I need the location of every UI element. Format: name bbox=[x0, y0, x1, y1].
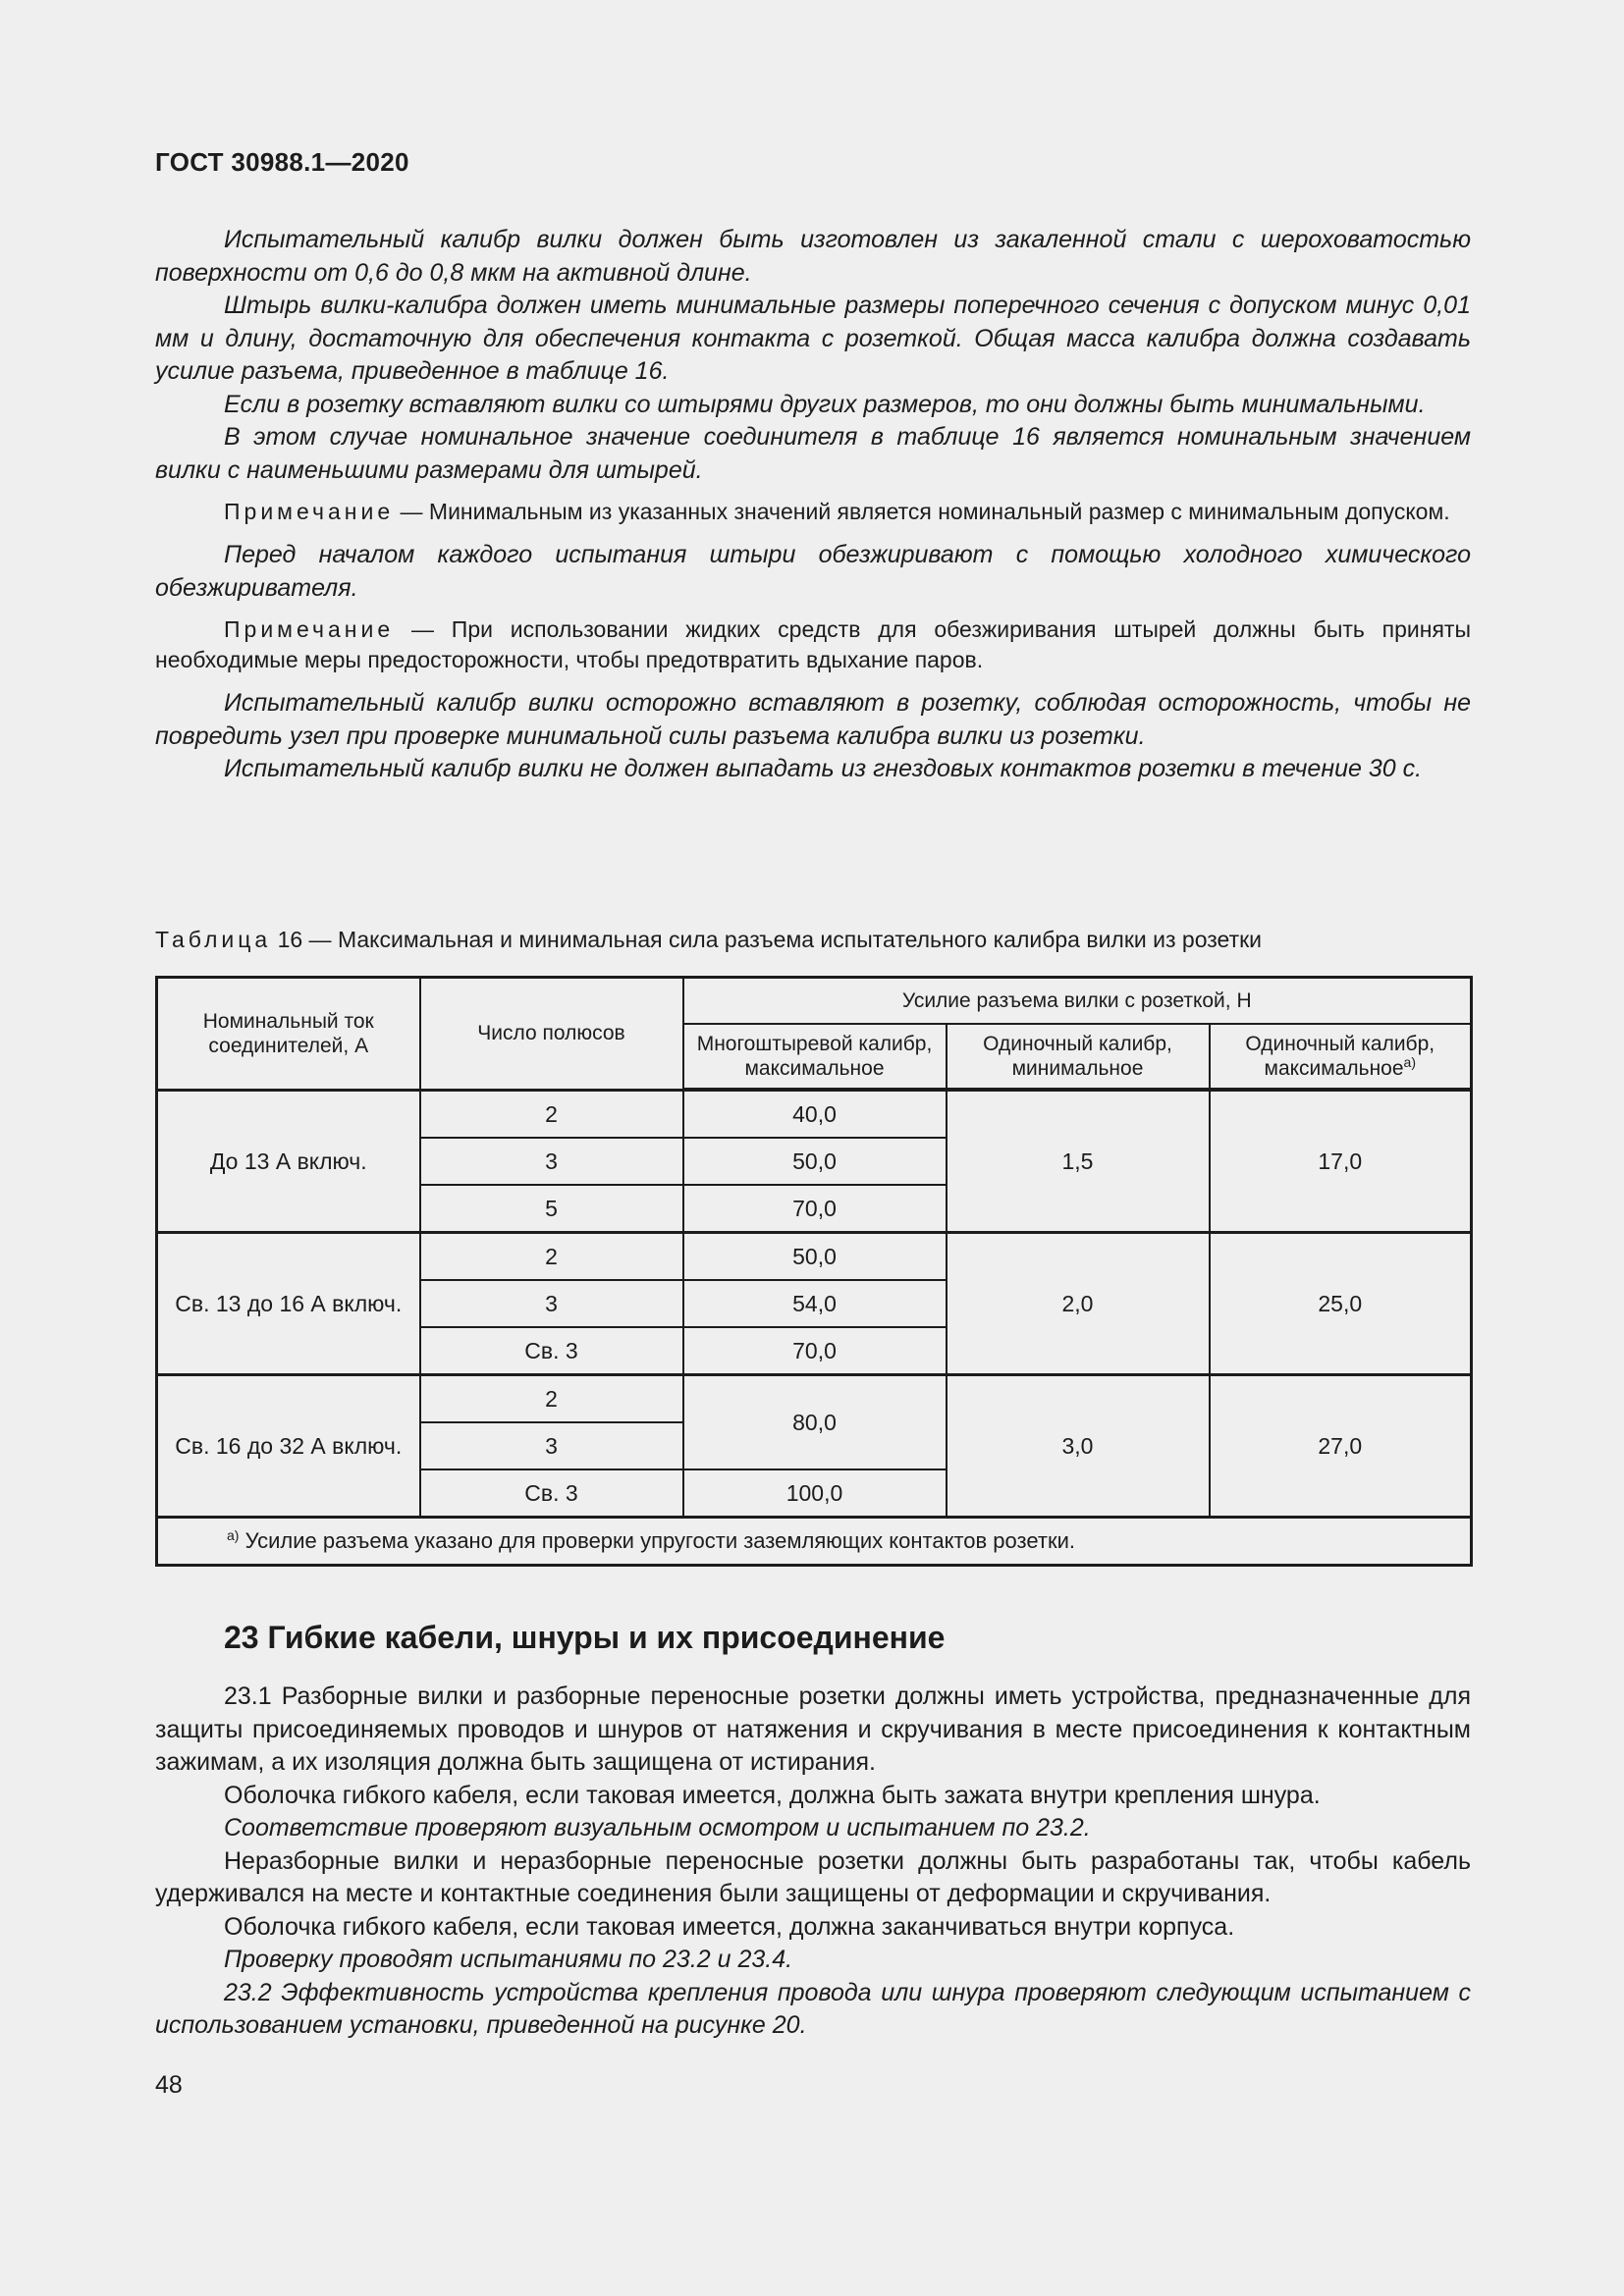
cell-max: 27,0 bbox=[1210, 1375, 1472, 1518]
paragraph: 23.1 Разборные вилки и разборные переносные розетки должны иметь устройства, предназначенные для защиты присоединяемых проводов и шнуров от натяжения и скручивания в месте присоединения к контактным зажимам, а их изоляция должна быть защищена от истирания. bbox=[155, 1682, 1471, 1776]
table-caption bbox=[155, 927, 1471, 953]
section-text bbox=[155, 1681, 1471, 2043]
cell-multi: 50,0 bbox=[683, 1138, 947, 1185]
header-single-max: Одиночный калибр, максимальное$^{а)}$ bbox=[1210, 1024, 1472, 1090]
cell-poles: 2 bbox=[420, 1233, 683, 1281]
header-current: Номинальный ток соединителей, А bbox=[157, 978, 420, 1091]
note bbox=[155, 614, 1471, 675]
paragraph: Испытательный калибр вилки должен быть изготовлен из закаленной стали с шероховатостью поверхности от 0,6 до 0,8 мкм на активной длине. bbox=[155, 226, 1471, 287]
paragraph: Если в розетку вставляют вилки со штырями других размеров, то они должны быть минимальными. bbox=[224, 390, 1426, 418]
cell-multi: 70,0 bbox=[683, 1327, 947, 1375]
header-single-min: Одиночный калибр, минимальное bbox=[947, 1024, 1210, 1090]
cell-poles: 3 bbox=[420, 1138, 683, 1185]
cell-min: 3,0 bbox=[947, 1375, 1210, 1518]
cell-poles: 3 bbox=[420, 1422, 683, 1469]
paragraph: Соответствие проверяют визуальным осмотром и испытанием по 23.2. bbox=[224, 1814, 1091, 1842]
cell-min: 1,5 bbox=[947, 1090, 1210, 1233]
cell-poles: Св. 3 bbox=[420, 1327, 683, 1375]
table-caption-text: 16 — Максимальная и минимальная сила разъема испытательного калибра вилки из розетки bbox=[277, 927, 1263, 952]
cell-poles: 2 bbox=[420, 1090, 683, 1138]
cell-max: 17,0 bbox=[1210, 1090, 1472, 1233]
table-caption-label: Таблица bbox=[155, 927, 272, 952]
note-text: — Минимальным из указанных значений является номинальный размер с минимальным допуском. bbox=[400, 499, 1450, 524]
paragraph: 23.2 Эффективность устройства крепления провода или шнура проверяют следующим испытанием с использованием установки, приведенной на рисунке 20. bbox=[155, 1978, 1471, 2039]
cell-poles: 2 bbox=[420, 1375, 683, 1423]
paragraph: Оболочка гибкого кабеля, если таковая имеется, должна заканчиваться внутри корпуса. bbox=[224, 1912, 1235, 1941]
header-poles: Число полюсов bbox=[420, 978, 683, 1091]
document-header: ГОСТ 30988.1—2020 bbox=[155, 147, 409, 177]
cell-current: Св. 13 до 16 А включ. bbox=[157, 1233, 420, 1375]
note-label: Примечание bbox=[224, 499, 395, 524]
paragraph: Неразборные вилки и неразборные переносные розетки должны быть разработаны так, чтобы кабель удерживался на месте и контактные соединения были защищены от деформации и скручивания. bbox=[155, 1846, 1471, 1907]
cell-poles: 3 bbox=[420, 1280, 683, 1327]
cell-current: Св. 16 до 32 А включ. bbox=[157, 1375, 420, 1518]
cell-multi: 50,0 bbox=[683, 1233, 947, 1281]
cell-multi: 40,0 bbox=[683, 1090, 947, 1138]
cell-poles: 5 bbox=[420, 1185, 683, 1233]
cell-min: 2,0 bbox=[947, 1233, 1210, 1375]
cell-current: До 13 А включ. bbox=[157, 1090, 420, 1233]
paragraph: Проверку проводят испытаниями по 23.2 и 23.4. bbox=[224, 1946, 793, 1973]
cell-poles: Св. 3 bbox=[420, 1469, 683, 1518]
cell-max: 25,0 bbox=[1210, 1233, 1472, 1375]
paragraph: Испытательный калибр вилки осторожно вставляют в розетку, соблюдая осторожность, чтобы не повредить узел при проверке минимальной силы разъема калибра вилки из розетки. bbox=[155, 689, 1471, 750]
note-label: Примечание bbox=[224, 616, 395, 642]
paragraph: Перед началом каждого испытания штыри обезжиривают с помощью холодного химического обезжиривателя. bbox=[155, 541, 1471, 602]
header-force-group: Усилие разъема вилки с розеткой, Н bbox=[683, 978, 1472, 1025]
cell-multi: 100,0 bbox=[683, 1469, 947, 1518]
note bbox=[155, 497, 1471, 527]
table-footnote: $^{а)}$ Усилие разъема указано для проверки упругости заземляющих контактов розетки. bbox=[157, 1518, 1472, 1566]
note-text: — При использовании жидких средств для обезжиривания штырей должны быть приняты необходимые меры предосторожности, чтобы предотвратить вдыхание паров. bbox=[155, 616, 1471, 672]
cell-multi: 80,0 bbox=[683, 1375, 947, 1470]
page-number: 48 bbox=[155, 2071, 183, 2099]
body-text bbox=[155, 224, 1471, 786]
paragraph: Штырь вилки-калибра должен иметь минимальные размеры поперечного сечения с допуском минус 0,01 мм и длину, достаточную для обеспечения контакта с розеткой. Общая масса калибра должна создавать усилие разъема, приведенное в таблице 16. bbox=[155, 292, 1471, 385]
cell-multi: 54,0 bbox=[683, 1280, 947, 1327]
section-title: 23 Гибкие кабели, шнуры и их присоединение bbox=[224, 1620, 946, 1655]
paragraph: Оболочка гибкого кабеля, если таковая имеется, должна быть зажата внутри крепления шнура. bbox=[224, 1781, 1321, 1809]
cell-multi: 70,0 bbox=[683, 1185, 947, 1233]
paragraph: Испытательный калибр вилки не должен выпадать из гнездовых контактов розетки в течение 30 с. bbox=[224, 755, 1423, 782]
header-multi: Многоштыревой калибр, максимальное bbox=[683, 1024, 947, 1090]
force-table bbox=[155, 976, 1473, 1567]
paragraph: В этом случае номинальное значение соединителя в таблице 16 является номинальным значением вилки с наименьшими размерами для штырей. bbox=[155, 423, 1471, 484]
